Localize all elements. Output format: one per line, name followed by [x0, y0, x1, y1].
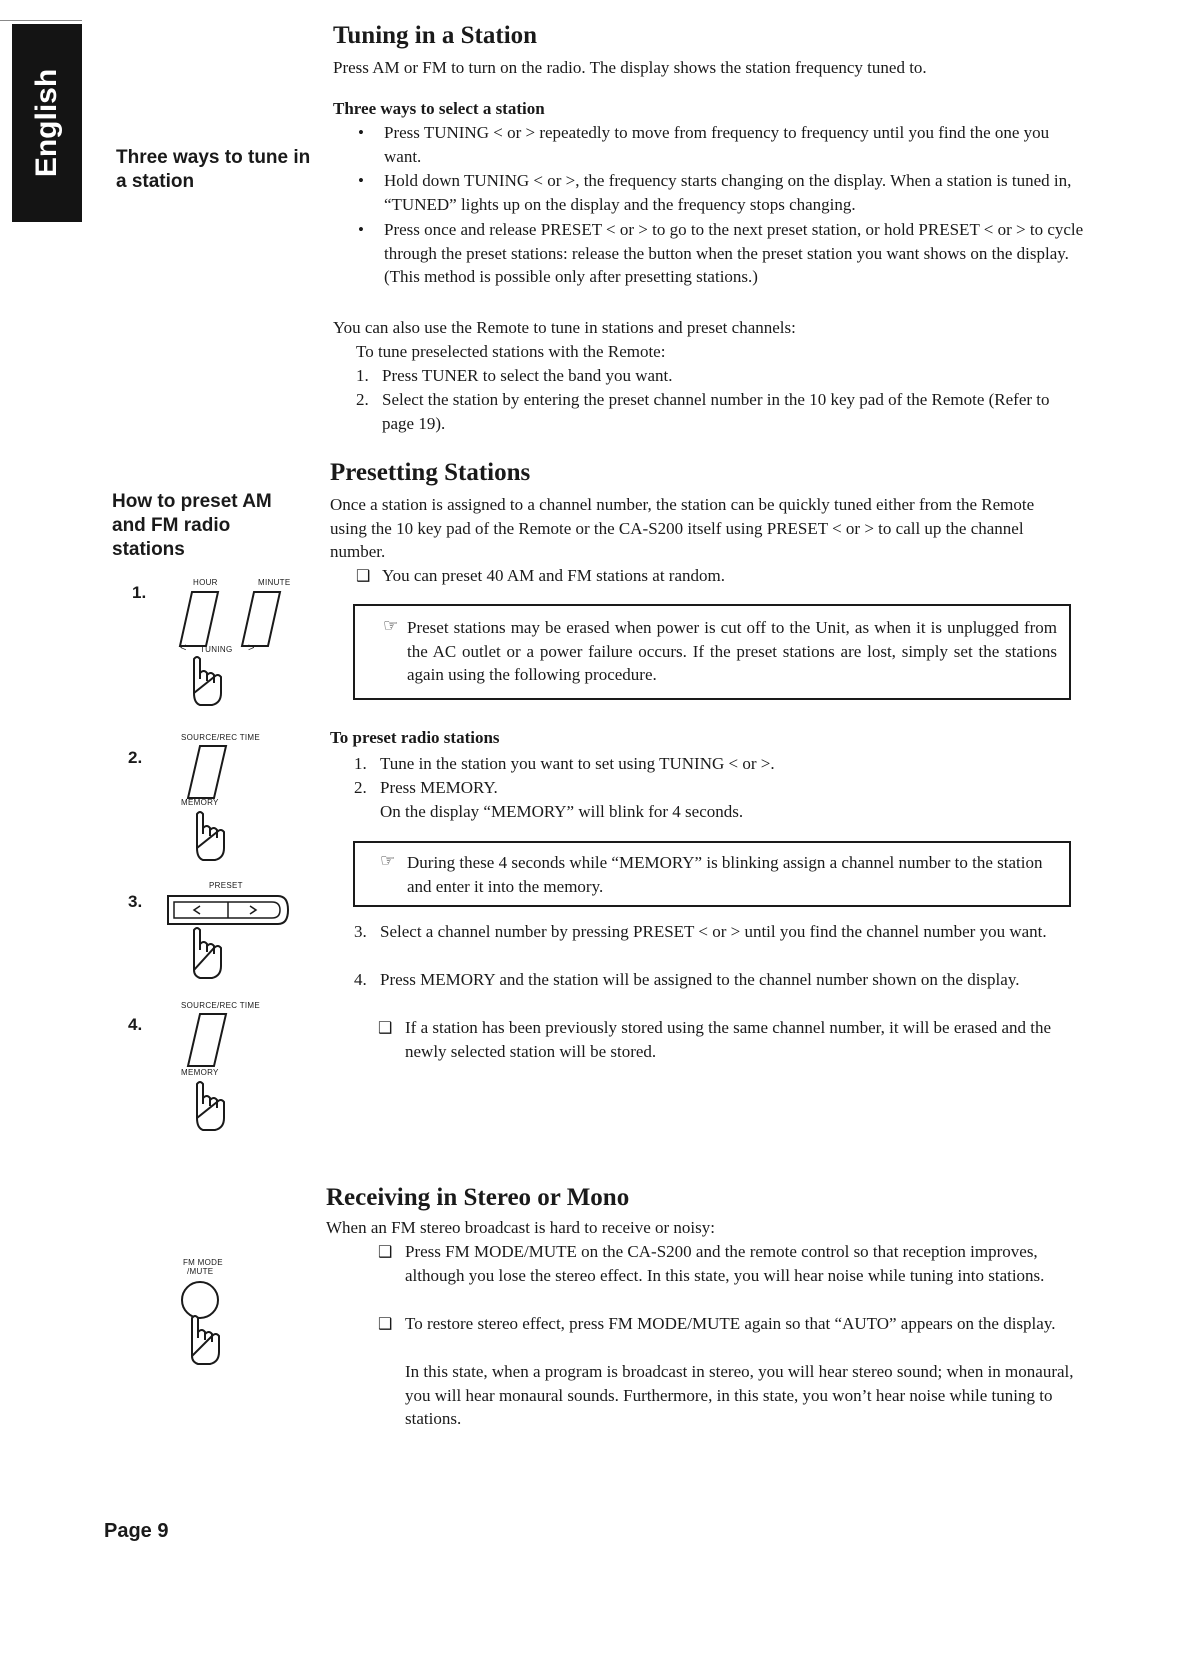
- memory-label: MEMORY: [181, 798, 219, 807]
- hour-minute-buttons-icon: [178, 588, 288, 650]
- stereo-item-1: Press FM MODE/MUTE on the CA-S200 and the remote control so that reception improves, although you lose the stereo effect. In this state, you will hear noise while tuning into stations.: [405, 1242, 1045, 1285]
- page-number: Page 9: [104, 1520, 169, 1542]
- step-num: 1.: [354, 754, 367, 773]
- pointing-hand-icon: ☞: [380, 851, 396, 871]
- tuning-title: Tuning in a Station: [333, 22, 538, 49]
- bullet-marker: •: [358, 220, 364, 239]
- figure-step-1-number: 1.: [132, 583, 147, 602]
- three-ways-title: Three ways to select a station: [333, 99, 545, 118]
- remote-step-num: 1.: [356, 366, 369, 385]
- language-tab: [12, 24, 82, 222]
- figure-step-2-number: 2.: [128, 748, 143, 767]
- stereo-intro: When an FM stereo broadcast is hard to receive or noisy:: [326, 1218, 715, 1237]
- note-box-2: [353, 841, 1071, 907]
- step-text: Press MEMORY.: [380, 778, 498, 797]
- remote-step-num: 2.: [356, 390, 369, 409]
- remote-step-text: Press TUNER to select the band you want.: [382, 366, 673, 385]
- bullet-item-3: Press once and release PRESET < or > to go to the next preset station, or hold PRESET < or > to cycle through the preset stations: release the button when the preset station you want shows on the display. (This method is possible only after presetting stations.): [384, 220, 1084, 286]
- stereo-extra: In this state, when a program is broadcast in stereo, you will hear stereo sound; when in monaural, you will hear monaural sounds. Furthermore, in this state, you won’t hear noise while tuning to stations.: [405, 1362, 1074, 1428]
- preset-checkbox-note: You can preset 40 AM and FM stations at random.: [382, 566, 725, 585]
- language-tab-label: English: [30, 68, 63, 178]
- tuning-label: TUNING: [200, 645, 233, 654]
- note-box-1-text: Preset stations may be erased when power is cut off to the Unit, as when it is unplugged from the AC outlet or a power failure occurs. If the preset stations are lost, simply set the stations again using the following procedure.: [407, 618, 1057, 684]
- pointing-finger-icon: [185, 1078, 235, 1132]
- step-num: 4.: [354, 970, 367, 989]
- source-rec-time-label: SOURCE/REC TIME: [181, 733, 261, 742]
- top-rule: [0, 20, 82, 21]
- figure-step-3-number: 3.: [128, 892, 143, 911]
- procedure-title: To preset radio stations: [330, 728, 500, 747]
- stereo-item-2: To restore stereo effect, press FM MODE/MUTE again so that “AUTO” appears on the display.: [405, 1314, 1056, 1333]
- step-num: 2.: [354, 778, 367, 797]
- tuning-right-arrow: >: [248, 642, 255, 654]
- note-box-2-text: During these 4 seconds while “MEMORY” is blinking assign a channel number to the station and enter it into the memory.: [407, 853, 1043, 896]
- sidebar-how-to-preset-heading: How to preset AM and FM radio stations: [112, 491, 272, 560]
- bullet-item-1: Press TUNING < or > repeatedly to move from frequency to frequency until you find the one you want.: [384, 123, 1050, 166]
- bullet-marker: •: [358, 123, 364, 142]
- hour-label: HOUR: [193, 578, 218, 587]
- fm-mode-label: FM MODE: [183, 1258, 223, 1267]
- pointing-hand-icon: ☞: [383, 616, 399, 636]
- preset-label: PRESET: [209, 881, 243, 890]
- source-memory-button-icon: [186, 742, 236, 802]
- checkbox-marker: ❑: [356, 566, 371, 585]
- source-memory-button-icon: [186, 1010, 236, 1070]
- pointing-finger-icon: [182, 653, 232, 707]
- presetting-intro: Once a station is assigned to a channel number, the station can be quickly tuned either from the Remote using the 10 key pad of the Remote or the CA-S200 itself using PRESET < or > to call up the channel number.: [330, 495, 1035, 561]
- memory-label: MEMORY: [181, 1068, 219, 1077]
- step-4-checkbox-text: If a station has been previously stored using the same channel number, it will be erased and the newly selected station will be stored.: [405, 1018, 1052, 1061]
- source-rec-time-label: SOURCE/REC TIME: [181, 1001, 261, 1010]
- checkbox-marker: ❑: [378, 1314, 393, 1333]
- sidebar-three-ways-heading: Three ways to tune in a station: [116, 147, 311, 192]
- step-2-detail: On the display “MEMORY” will blink for 4 seconds.: [380, 802, 744, 821]
- minute-label: MINUTE: [258, 578, 291, 587]
- presetting-title: Presetting Stations: [330, 459, 531, 486]
- remote-step-text: Select the station by entering the preset channel number in the 10 key pad of the Remote (Refer to page 19).: [382, 390, 1050, 433]
- figure-step-4-number: 4.: [128, 1015, 143, 1034]
- checkbox-marker: ❑: [378, 1242, 393, 1261]
- bullet-item-2: Hold down TUNING < or >, the frequency starts changing on the display. When a station is tuned in, “TUNED” lights up on the display and the frequency stops changing.: [384, 171, 1072, 214]
- fm-mode-mute-button-icon: [178, 1278, 238, 1368]
- step-num: 3.: [354, 922, 367, 941]
- step-text: Select a channel number by pressing PRESET < or > until you find the channel number you want.: [380, 922, 1047, 941]
- bullet-marker: •: [358, 171, 364, 190]
- step-text: Press MEMORY and the station will be assigned to the channel number shown on the display.: [380, 970, 1020, 989]
- tuning-left-arrow: <: [180, 642, 187, 654]
- tuning-intro: Press AM or FM to turn on the radio. The display shows the station frequency tuned to.: [333, 58, 927, 77]
- step-text: Tune in the station you want to set using TUNING < or >.: [380, 754, 775, 773]
- preset-buttons-icon: [166, 890, 290, 980]
- remote-sub: To tune preselected stations with the Remote:: [356, 342, 666, 361]
- stereo-title: Receiving in Stereo or Mono: [326, 1184, 630, 1211]
- checkbox-marker: ❑: [378, 1018, 393, 1037]
- note-box-1: [353, 604, 1071, 700]
- remote-intro: You can also use the Remote to tune in stations and preset channels:: [333, 318, 796, 337]
- mute-label: /MUTE: [187, 1267, 214, 1276]
- pointing-finger-icon: [185, 808, 235, 862]
